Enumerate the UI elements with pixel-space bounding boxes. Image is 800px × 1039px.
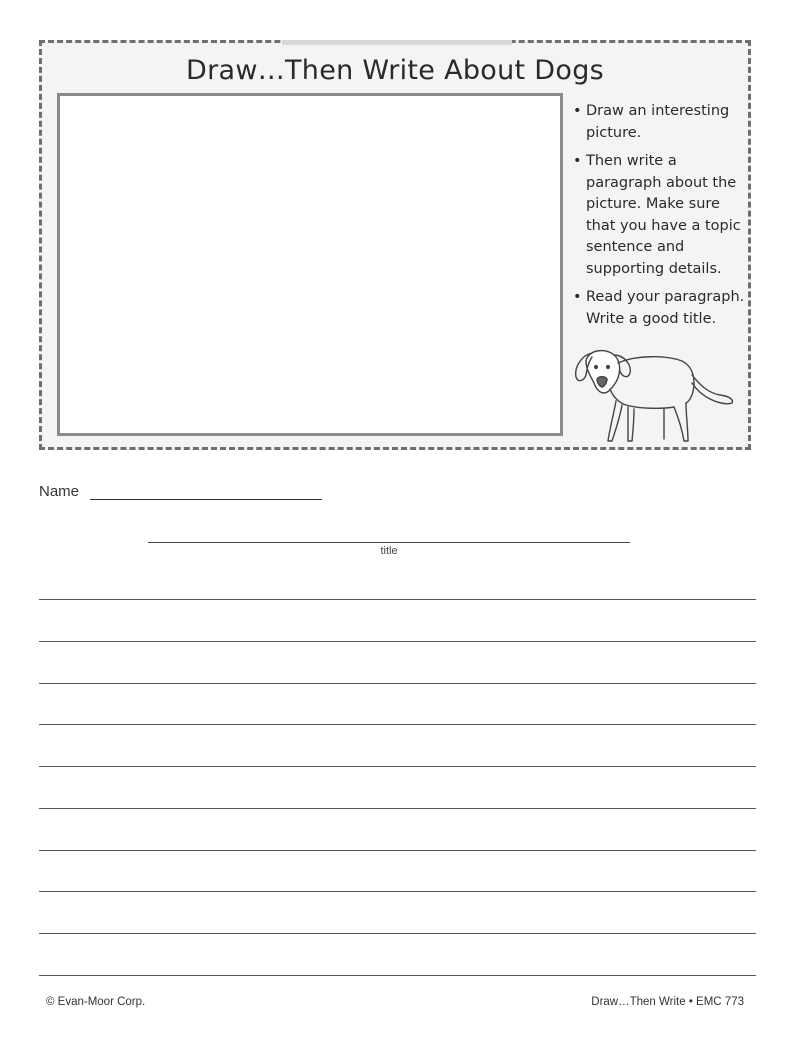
activity-frame <box>39 40 751 450</box>
writing-line[interactable] <box>39 891 756 892</box>
title-input-line[interactable] <box>148 542 630 543</box>
bullet: • <box>573 153 582 169</box>
instruction-text: Draw an interesting picture. <box>586 103 730 141</box>
writing-line[interactable] <box>39 641 756 642</box>
instruction-item <box>571 287 751 330</box>
frame-top-strip <box>282 40 512 45</box>
writing-line[interactable] <box>39 683 756 684</box>
bullet: • <box>573 103 582 119</box>
writing-line[interactable] <box>39 850 756 851</box>
instruction-text: Then write a paragraph about the picture. Make sure that you have a topic sentence and supporting details. <box>586 153 741 277</box>
name-input-line[interactable] <box>90 499 322 500</box>
drawing-area[interactable] <box>57 93 563 436</box>
worksheet-title: Draw…Then Write About Dogs <box>185 55 605 86</box>
instructions-list <box>571 101 751 337</box>
writing-line[interactable] <box>39 766 756 767</box>
writing-line[interactable] <box>39 724 756 725</box>
instruction-text: Read your paragraph. Write a good title. <box>586 289 745 327</box>
dog-icon <box>570 341 745 449</box>
writing-line[interactable] <box>39 975 756 976</box>
title-caption: title <box>380 545 398 557</box>
writing-line[interactable] <box>39 933 756 934</box>
writing-line[interactable] <box>39 599 756 600</box>
bullet: • <box>573 289 582 305</box>
instruction-item <box>571 101 751 144</box>
instruction-item <box>571 151 751 280</box>
copyright-text: © Evan-Moor Corp. <box>46 996 146 1008</box>
writing-line[interactable] <box>39 808 756 809</box>
writing-lines <box>39 599 756 979</box>
name-label: Name <box>39 483 80 500</box>
series-text: Draw…Then Write • EMC 773 <box>591 996 744 1008</box>
